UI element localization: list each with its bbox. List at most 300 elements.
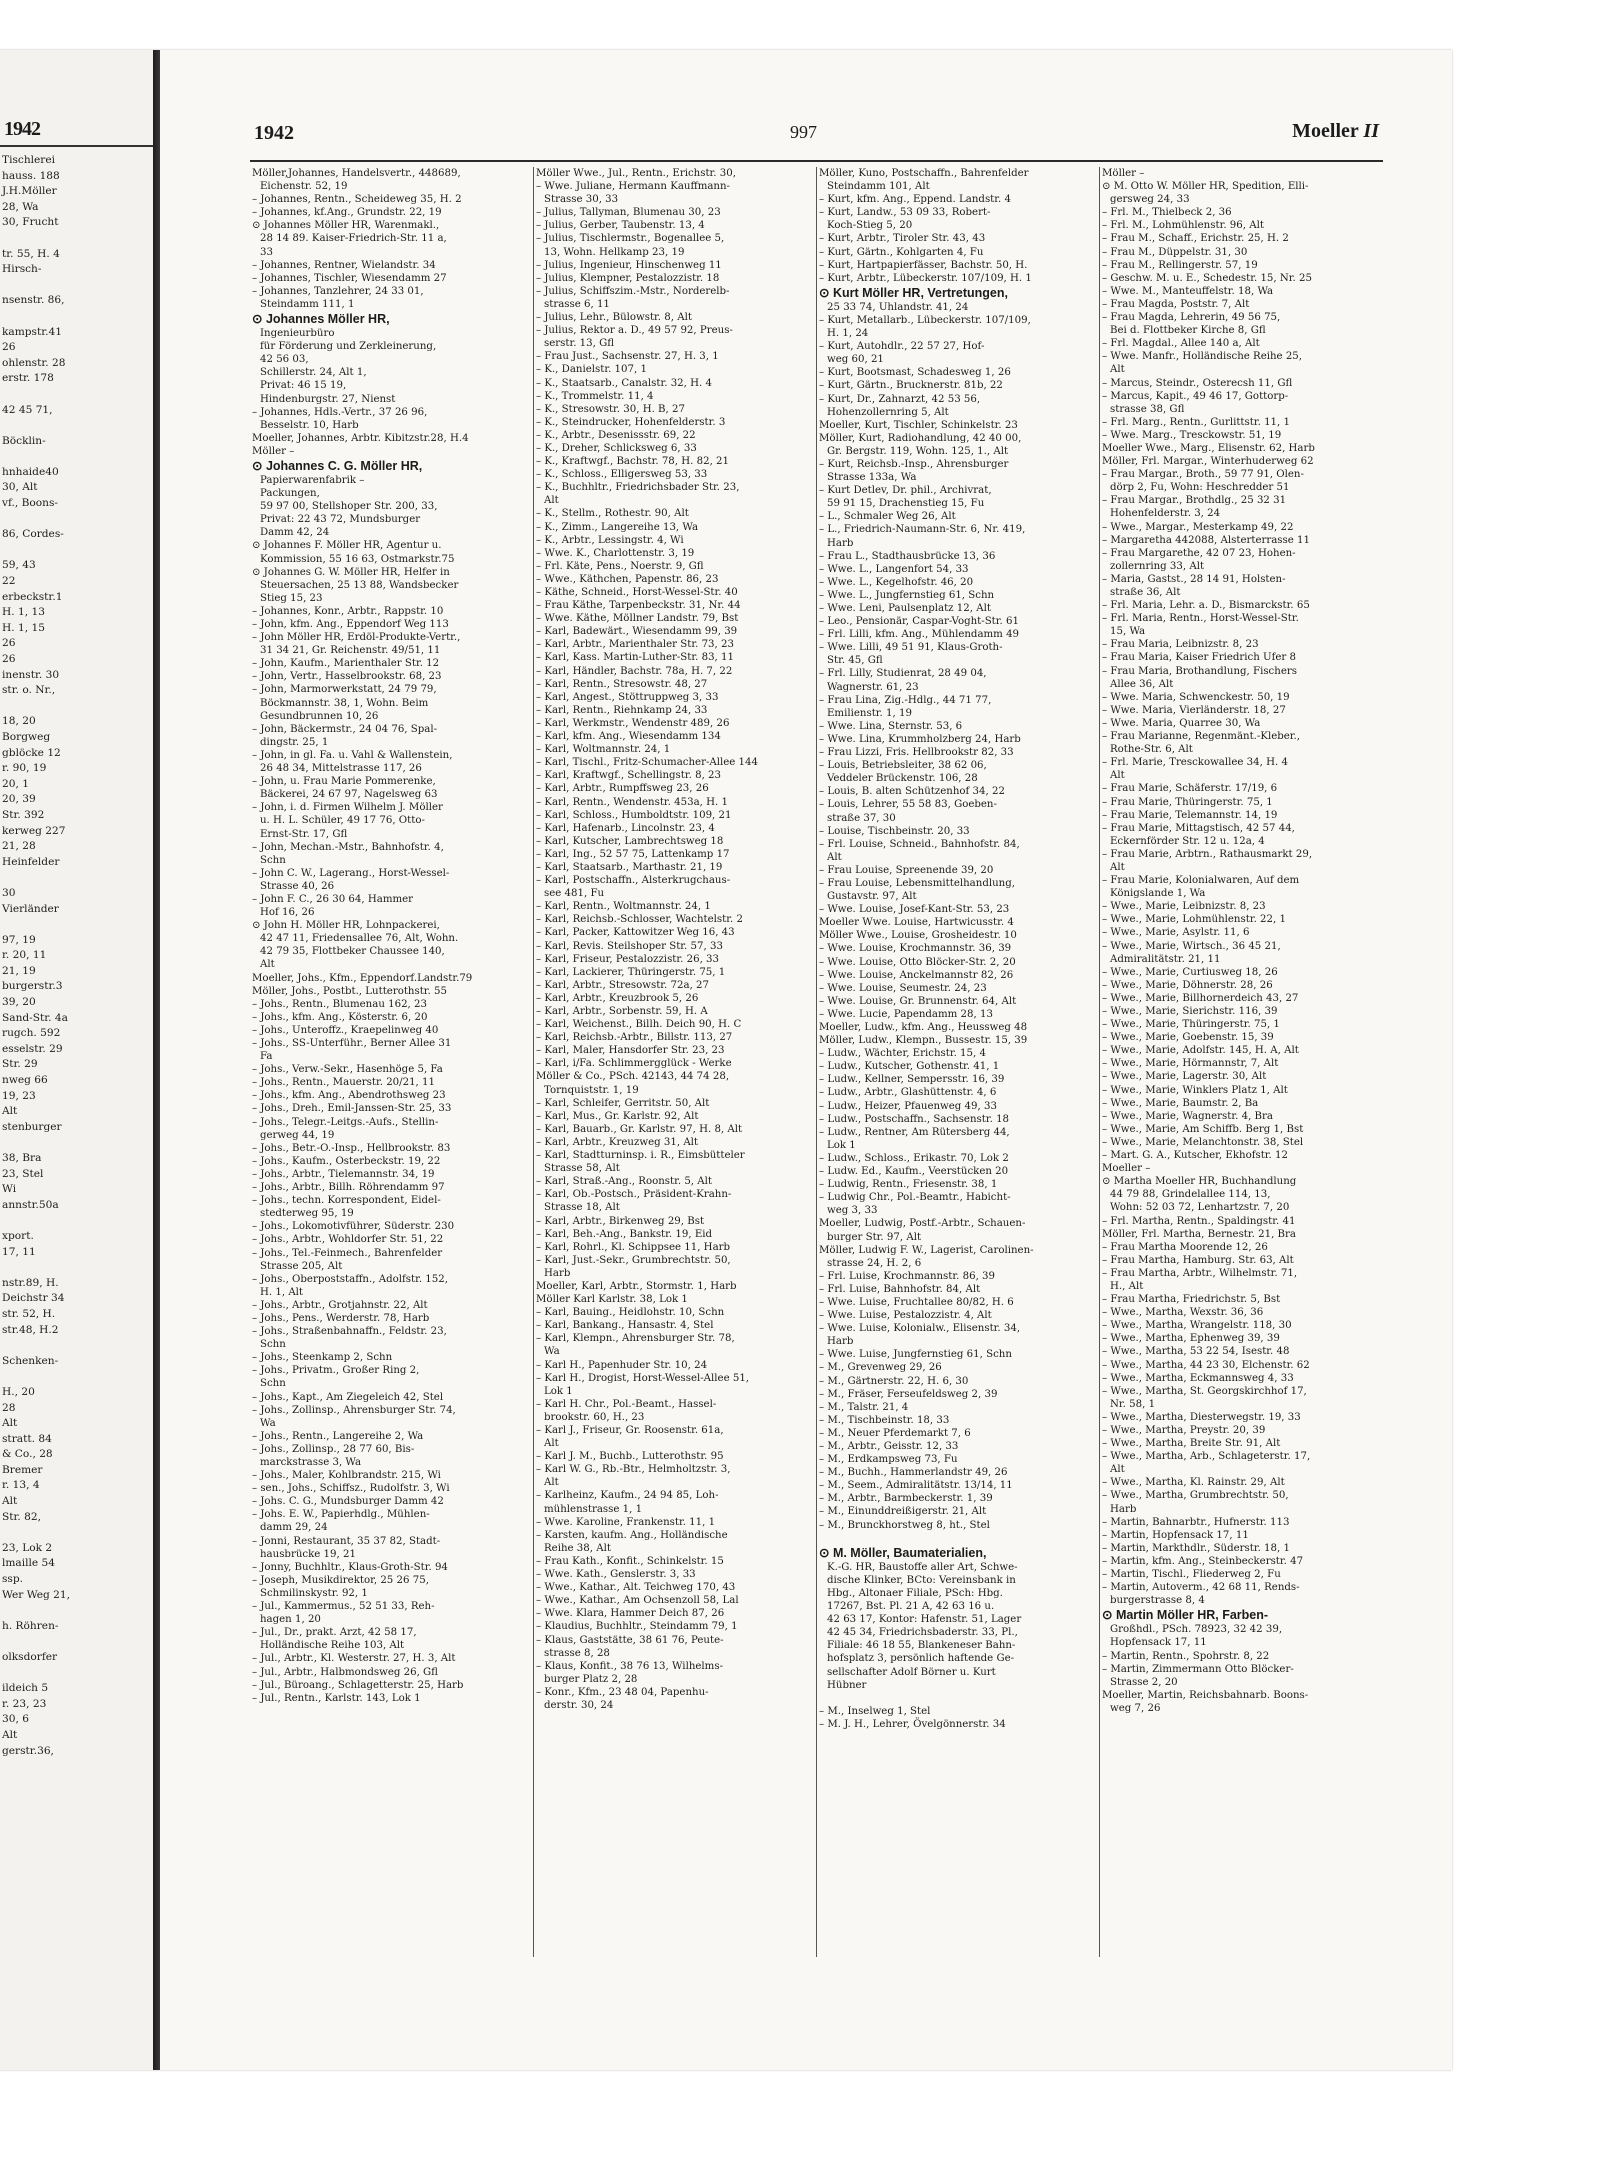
directory-entry: ⊙ Kurt Möller HR, Vertretungen, xyxy=(819,285,1008,300)
directory-entry: – Klaudius, Buchhltr., Steindamm 79, 1 xyxy=(536,1621,738,1633)
directory-entry: – Frl. M., Lohmühlenstr. 96, Alt xyxy=(1102,220,1264,232)
directory-entry: – Karl, Werkmstr., Wendenstr 489, 26 xyxy=(536,717,730,729)
directory-entry: Emilienstr. 1, 19 xyxy=(827,707,912,719)
previous-page-line: 26 xyxy=(2,637,16,650)
previous-page-line: erstr. 178 xyxy=(2,372,54,385)
directory-entry: – Wwe. Louise, Josef-Kant-Str. 53, 23 xyxy=(819,904,1010,916)
directory-entry: – Wwe., Marie, Baumstr. 2, Ba xyxy=(1102,1097,1259,1109)
directory-entry: – John, u. Frau Marie Pommerenke, xyxy=(252,776,436,788)
directory-entry: Besselstr. 10, Harb xyxy=(260,419,359,431)
directory-entry: u. H. L. Schüler, 49 17 76, Otto- xyxy=(260,815,425,827)
directory-entry: weg 7, 26 xyxy=(1110,1702,1161,1714)
directory-entry: – Karl, Rentn., Riehnkamp 24, 33 xyxy=(536,704,708,716)
directory-entry: für Förderung und Zerkleinerung, xyxy=(260,341,437,353)
directory-entry: – Johs., Tel.-Feinmech., Bahrenfelder xyxy=(252,1247,443,1259)
directory-entry: K.-G. HR, Baustoffe aller Art, Schwe- xyxy=(827,1561,1018,1573)
directory-entry: – Martin, Zimmermann Otto Blöcker- xyxy=(1102,1663,1294,1675)
directory-entry: Moeller, Kurt, Tischler, Schinkelstr. 23 xyxy=(819,419,1018,431)
previous-page-line xyxy=(0,278,153,294)
directory-entry: – Frau Maria, Kaiser Friedrich Ufer 8 xyxy=(1102,652,1296,664)
directory-entry: – Wwe., Martha, Wrangelstr. 118, 30 xyxy=(1102,1320,1292,1332)
previous-page-line xyxy=(0,387,153,403)
directory-entry: strasse 38, Gfl xyxy=(1110,403,1185,415)
previous-page-line: nstr.89, H. xyxy=(2,1276,59,1289)
previous-page-line: 86, Cordes- xyxy=(2,528,64,541)
directory-entry: Tornquiststr. 1, 19 xyxy=(544,1084,639,1096)
directory-entry: – Wwe. Maria, Vierländerstr. 18, 27 xyxy=(1102,704,1286,716)
directory-entry: – Karl, Ing., 52 57 75, Lattenkamp 17 xyxy=(536,848,730,860)
directory-entry: 28 14 89. Kaiser-Friedrich-Str. 11 a, xyxy=(260,233,447,245)
previous-page-line: Alt xyxy=(2,1495,18,1508)
directory-entry: ⊙ Johannes F. Möller HR, Agentur u. xyxy=(252,540,442,552)
previous-page-line: Alt xyxy=(2,1417,18,1430)
directory-entry: – Johs., Arbtr., Billh. Röhrendamm 97 xyxy=(252,1182,445,1194)
directory-entry: – K., Trommelstr. 11, 4 xyxy=(536,390,654,402)
directory-entry: – Wwe. Marg., Tresckowstr. 51, 19 xyxy=(1102,429,1282,441)
directory-entry: – Wwe., Martha, 44 23 30, Elchenstr. 62 xyxy=(1102,1359,1310,1371)
directory-entry: Moeller, Martin, Reichsbahnarb. Boons- xyxy=(1102,1689,1309,1701)
directory-entry: – Johs., Betr.-O.-Insp., Hellbrookstr. 83 xyxy=(252,1142,451,1154)
directory-entry: Alt xyxy=(1110,770,1125,782)
directory-entry: Str. 45, Gfl xyxy=(827,655,883,667)
directory-entry: – Klaus, Konfit., 38 76 13, Wilhelms- xyxy=(536,1660,724,1672)
directory-entry: – John, i. d. Firmen Wilhelm J. Möller xyxy=(252,802,443,814)
directory-entry: – Karl, Beh.-Ang., Bankstr. 19, Eid xyxy=(536,1228,713,1240)
directory-entry: – Marcus, Kapit., 49 46 17, Gottorp- xyxy=(1102,390,1289,402)
directory-entry: Wohn: 52 03 72, Lenhartzstr. 7, 20 xyxy=(1110,1202,1290,1214)
directory-entry: – Frau Marie, Thüringerstr. 75, 1 xyxy=(1102,796,1273,808)
directory-entry: – Wwe., Marie, Lagerstr. 30, Alt xyxy=(1102,1071,1267,1083)
previous-page-line: 28, Wa xyxy=(2,200,39,213)
running-head xyxy=(1292,120,1379,143)
directory-entry: – Wwe., Martha, Diesterwegstr. 19, 33 xyxy=(1102,1411,1301,1423)
directory-entry: – Wwe. M., Manteuffelstr. 18, Wa xyxy=(1102,285,1274,297)
directory-entry: Böckmannstr. 38, 1, Wohn. Beim xyxy=(260,697,429,709)
directory-entry: – Frau M., Düppelstr. 31, 30 xyxy=(1102,246,1248,258)
directory-entry: – Wwe., Marie, Leibnizstr. 8, 23 xyxy=(1102,901,1266,913)
directory-entry: – Wwe., Marie, Am Schiffb. Berg 1, Bst xyxy=(1102,1123,1304,1135)
directory-entry: Moeller, Johs., Kfm., Eppendorf.Landstr.79 xyxy=(252,972,473,984)
directory-entry: Hindenburgstr. 27, Nienst xyxy=(260,393,396,405)
previous-page-line: Str. 29 xyxy=(2,1058,38,1071)
directory-entry: Alt xyxy=(260,959,275,971)
directory-entry: H., Alt xyxy=(1110,1280,1144,1292)
directory-entry: – Karl, Schloss., Humboldtstr. 109, 21 xyxy=(536,809,732,821)
directory-entry: Hopfensack 17, 11 xyxy=(1110,1637,1207,1649)
directory-entry: – Wwe. Kath., Genslerstr. 3, 33 xyxy=(536,1569,696,1581)
directory-entry: Möller Karl Karlstr. 38, Lok 1 xyxy=(536,1294,688,1306)
directory-entry: – Frau Marie, Schäferstr. 17/19, 6 xyxy=(1102,783,1278,795)
directory-entry: – Martin, kfm. Ang., Steinbeckerstr. 47 xyxy=(1102,1555,1304,1567)
directory-entry: – M., Einunddreißigerstr. 21, Alt xyxy=(819,1506,987,1518)
previous-page-line: stratt. 84 xyxy=(2,1432,52,1445)
directory-entry: strasse 8, 28 xyxy=(544,1647,610,1659)
previous-page-line: hauss. 188 xyxy=(2,169,60,182)
directory-entry: – Karl J., Friseur, Gr. Roosenstr. 61a, xyxy=(536,1425,724,1436)
directory-entry: – K., Arbtr., Lessingstr. 4, Wi xyxy=(536,534,684,546)
directory-entry: – Karl, Mus., Gr. Karlstr. 92, Alt xyxy=(536,1110,699,1122)
directory-entry: Gustavstr. 97, Alt xyxy=(827,891,917,903)
directory-entry: Wa xyxy=(260,1417,276,1429)
directory-entry: – Karl, Bauing., Heidlohstr. 10, Schn xyxy=(536,1307,725,1319)
directory-entry: – Kurt, Hartpapierfässer, Bachstr. 50, H. xyxy=(819,259,1028,271)
directory-entry: – Karl, Reichsb.-Arbtr., Billstr. 113, 27 xyxy=(536,1032,733,1044)
directory-entry: – Martin, Hopfensack 17, 11 xyxy=(1102,1529,1249,1541)
directory-entry: Nr. 58, 1 xyxy=(1110,1398,1156,1410)
previous-page-line xyxy=(0,1634,153,1650)
directory-entry: hagen 1, 20 xyxy=(260,1614,321,1626)
column-4 xyxy=(1099,167,1370,1957)
directory-entry: Moeller Wwe., Marg., Elisenstr. 62, Harb xyxy=(1102,442,1315,454)
previous-page-line xyxy=(0,418,153,434)
directory-entry: – Kurt, Dr., Zahnarzt, 42 53 56, xyxy=(819,393,981,405)
directory-entry: – Frl. Lilly, Studienrat, 28 49 04, xyxy=(819,668,987,680)
directory-entry: 31 34 21, Gr. Reichenstr. 49/51, 11 xyxy=(260,645,441,657)
directory-entry: – Frl. Luise, Bahnhofstr. 84, Alt xyxy=(819,1283,981,1295)
directory-entry: – Frau Magda, Lehrerin, 49 56 75, xyxy=(1102,312,1281,324)
directory-entry: – Wwe., Marie, Winklers Platz 1, Alt xyxy=(1102,1084,1288,1096)
previous-page-line: 20, 1 xyxy=(2,777,29,790)
directory-entry: – Wwe., Marie, Sierichstr. 116, 39 xyxy=(1102,1006,1278,1017)
directory-entry: – Frau Marie, Mittagstisch, 42 57 44, xyxy=(1102,822,1295,834)
previous-page-line: Str. 392 xyxy=(2,808,45,821)
directory-entry: – John, Vertr., Hasselbrookstr. 68, 23 xyxy=(252,671,442,683)
columns xyxy=(250,167,1383,1957)
directory-entry: – Wwe. Maria, Schwenckestr. 50, 19 xyxy=(1102,691,1290,703)
directory-entry: ⊙ Martha Moeller HR, Buchhandlung xyxy=(1102,1176,1297,1188)
directory-entry: – Marcus, Steindr., Osterecsh 11, Gfl xyxy=(1102,377,1293,389)
directory-entry: Ingenieurbüro xyxy=(260,328,335,340)
directory-entry: Alt xyxy=(1110,1464,1125,1476)
previous-page-line: gerstr.36, xyxy=(2,1744,54,1757)
directory-entry: – Wwe., Marie, Lohmühlenstr. 22, 1 xyxy=(1102,914,1286,926)
directory-entry: – Johannes, Tischler, Wiesendamm 27 xyxy=(252,272,447,284)
directory-entry: dörp 2, Fu, Wohn: Heschredder 51 xyxy=(1110,482,1290,494)
directory-entry: – Frau Louise, Spreenende 39, 20 xyxy=(819,864,994,876)
previous-page-line: Alt xyxy=(2,1728,18,1741)
previous-page-line: str. 52, H. xyxy=(2,1307,56,1320)
directory-entry: Möller, Ludwig F. W., Lagerist, Carolinen- xyxy=(819,1244,1034,1256)
directory-entry: – Karl, Ob.-Postsch., Präsident-Krahn- xyxy=(536,1189,732,1201)
directory-entry: – Frl. Marg., Rentn., Gurlittstr. 11, 1 xyxy=(1102,416,1290,428)
previous-page-line: 59, 43 xyxy=(2,559,36,572)
scanned-sheet xyxy=(0,50,1452,2070)
column-3 xyxy=(816,167,1087,1957)
directory-entry: Möller, Kuno, Postschaffn., Bahrenfelder xyxy=(819,168,1029,179)
directory-entry: Hübner xyxy=(827,1679,867,1691)
previous-page-line: inenstr. 30 xyxy=(2,668,60,681)
directory-entry: – Kurt, Arbtr., Tiroler Str. 43, 43 xyxy=(819,233,986,245)
directory-entry: – Jul., Dr., prakt. Arzt, 42 58 17, xyxy=(252,1627,417,1639)
directory-entry: Moeller Wwe. Louise, Hartwicusstr. 4 xyxy=(819,917,1014,929)
directory-entry: – Wwe., Martha, 53 22 54, Isestr. 48 xyxy=(1102,1346,1290,1358)
directory-entry: 25 33 74, Uhlandstr. 41, 24 xyxy=(827,301,969,313)
directory-entry: – Karl, Postschaffn., Alsterkrugchaus- xyxy=(536,875,731,887)
directory-entry: gersweg 24, 33 xyxy=(1110,194,1190,206)
directory-entry: – Wwe. L., Langenfort 54, 33 xyxy=(819,563,969,575)
directory-entry: Harb xyxy=(827,1336,854,1348)
previous-page-line: 23, Lok 2 xyxy=(2,1541,53,1554)
directory-entry: – Leo., Pensionär, Caspar-Voght-Str. 61 xyxy=(819,616,1019,628)
directory-entry: – Frl. Marie, Tresckowallee 34, H. 4 xyxy=(1102,757,1288,769)
directory-entry: Stieg 15, 23 xyxy=(260,592,323,604)
previous-page-line: hnhaide40 xyxy=(2,465,59,478)
directory-entry: – Ludw. Ed., Kaufm., Veerstücken 20 xyxy=(819,1166,1009,1178)
directory-entry: – Kurt, Gärtn., Brucknerstr. 81b, 22 xyxy=(819,380,1003,392)
directory-entry: Strasse 18, Alt xyxy=(544,1202,620,1214)
directory-entry: – M., Arbtr., Geisstr. 12, 33 xyxy=(819,1441,959,1452)
directory-entry: – Ludw., Kutscher, Gothenstr. 41, 1 xyxy=(819,1061,1000,1073)
directory-entry: zollernring 33, Alt xyxy=(1110,560,1205,572)
directory-entry: – Frau Magda, Poststr. 7, Alt xyxy=(1102,298,1250,310)
directory-entry: – Kurt Detlev, Dr. phil., Archivrat, xyxy=(819,485,992,497)
previous-page-line xyxy=(0,1603,153,1619)
directory-entry: – Johs. E. W., Papierhdlg., Mühlen- xyxy=(252,1509,430,1521)
directory-entry: Damm 42, 24 xyxy=(260,527,330,539)
directory-entry: – Kurt, Arbtr., Lübeckerstr. 107/109, H. 1 xyxy=(819,272,1032,284)
previous-page-line: 19, 23 xyxy=(2,1089,36,1102)
directory-entry: – K., Schloss., Elligersweg 53, 33 xyxy=(536,469,708,481)
directory-entry: – Wwe. Lina, Sternstr. 53, 6 xyxy=(819,720,963,732)
directory-entry: – Kurt, kfm. Ang., Eppend. Landstr. 4 xyxy=(819,194,1011,206)
directory-entry: ⊙ Johannes Möller HR, Warenmakl., xyxy=(252,220,440,232)
directory-entry: – Wwe., Marie, Wirtsch., 36 45 21, xyxy=(1102,940,1281,952)
directory-entry: ⊙ Johannes G. W. Möller HR, Helfer in xyxy=(252,566,450,578)
directory-entry: ⊙ M. Otto W. Möller HR, Spedition, Elli- xyxy=(1102,181,1309,193)
directory-entry: – K., Arbtr., Desenissstr. 69, 22 xyxy=(536,429,696,441)
directory-entry: Königslande 1, Wa xyxy=(1110,888,1206,900)
directory-entry: strasse 6, 11 xyxy=(544,298,610,310)
directory-entry: – Kurt, Gärtn., Kohlgarten 4, Fu xyxy=(819,246,984,258)
directory-entry: – Johannes, Hdls.-Vertr., 37 26 96, xyxy=(252,406,428,418)
directory-entry: H. 1, Alt xyxy=(260,1286,304,1298)
previous-page-line: str. o. Nr., xyxy=(2,684,56,697)
directory-entry: – Wwe. Juliane, Hermann Kauffmann- xyxy=(536,181,730,193)
previous-page-line xyxy=(0,231,153,247)
previous-page-line xyxy=(0,449,153,465)
directory-entry: – M., Erdkampsweg 73, Fu xyxy=(819,1454,958,1466)
directory-entry: – Ludw., Kellner, Sempersstr. 16, 39 xyxy=(819,1074,1005,1086)
directory-entry: Bei d. Flottbeker Kirche 8, Gfl xyxy=(1110,325,1266,337)
directory-entry: – Frau Maria, Leibnizstr. 8, 23 xyxy=(1102,639,1259,651)
directory-entry: – Johs., Lokomotivführer, Süderstr. 230 xyxy=(252,1221,455,1233)
directory-entry: – Karl, Klempn., Ahrensburger Str. 78, xyxy=(536,1333,735,1345)
directory-entry: stedterweg 95, 19 xyxy=(260,1208,354,1220)
previous-page-line: kerweg 227 xyxy=(2,824,66,837)
directory-entry: – John, in gl. Fa. u. Vahl & Wallenstein, xyxy=(252,749,453,761)
directory-entry: Schn xyxy=(260,1378,286,1390)
previous-page-line: erbeckstr.1 xyxy=(2,590,63,603)
previous-page-line: Bremer xyxy=(2,1463,43,1476)
directory-entry: – Wwe., Martha, Breite Str. 91, Alt xyxy=(1102,1438,1281,1450)
directory-entry: – Ludw., Rentner, Am Rütersberg 44, xyxy=(819,1126,1010,1138)
directory-entry: hausbrücke 19, 21 xyxy=(260,1548,356,1560)
directory-entry: Allee 36, Alt xyxy=(1110,678,1174,690)
directory-entry: – Wwe., Marie, Asylstr. 11, 6 xyxy=(1102,927,1250,939)
directory-entry: – Wwe., Martha, Eckmannsweg 4, 33 xyxy=(1102,1372,1294,1384)
previous-page-line: Hirsch- xyxy=(2,263,42,276)
directory-entry: – M., Neuer Pferdemarkt 7, 6 xyxy=(819,1427,971,1439)
directory-entry: – Karl, Arbtr., Sorbenstr. 59, H. A xyxy=(536,1006,708,1017)
directory-entry: – Karlheinz, Kaufm., 24 94 85, Loh- xyxy=(536,1490,719,1502)
directory-entry: 17267, Bst. Pl. 21 A, 42 63 16 u. xyxy=(827,1601,995,1613)
directory-entry: – Frau Martha Moorende 12, 26 xyxy=(1102,1241,1268,1253)
previous-page-lines xyxy=(0,153,153,1759)
directory-entry: – Johs., Arbtr., Grotjahnstr. 22, Alt xyxy=(252,1299,428,1311)
directory-entry: burger Str. 97, Alt xyxy=(827,1231,922,1243)
directory-entry: – Wwe. Klara, Hammer Deich 87, 26 xyxy=(536,1608,725,1620)
directory-entry: – Kurt, Bootsmast, Schadesweg 1, 26 xyxy=(819,367,1011,379)
directory-entry: – Johannes, Konr., Arbtr., Rappstr. 10 xyxy=(252,605,444,617)
directory-entry: Eckernförder Str. 12 u. 12a, 4 xyxy=(1110,835,1265,847)
directory-entry: – Frl. Martha, Rentn., Spaldingstr. 41 xyxy=(1102,1215,1296,1227)
directory-entry: – Wwe., Martha, Wexstr. 36, 36 xyxy=(1102,1307,1264,1319)
directory-entry: – Johs., Straßenbahnaffn., Feldstr. 23, xyxy=(252,1326,447,1338)
directory-entry: H. 1, 24 xyxy=(827,328,869,340)
directory-entry: – Frau Lina, Zig.-Hdlg., 44 71 77, xyxy=(819,694,992,706)
previous-page-line: h. Röhren- xyxy=(2,1619,59,1632)
directory-entry: – M., Brunckhorstweg 8, ht., Stel xyxy=(819,1519,990,1531)
previous-page-line: Sand-Str. 4a xyxy=(2,1011,68,1024)
previous-page-line: Alt xyxy=(2,1105,18,1118)
directory-entry: Ernst-Str. 17, Gfl xyxy=(260,828,348,840)
directory-entry: – Karl, Rentn., Woltmannstr. 24, 1 xyxy=(536,901,711,913)
directory-entry: Veddeler Brückenstr. 106, 28 xyxy=(827,773,978,785)
directory-entry: weg 3, 33 xyxy=(827,1205,878,1217)
previous-page-line: rugch. 592 xyxy=(2,1027,61,1040)
directory-entry: Fa xyxy=(260,1051,273,1063)
directory-entry: – Margaretha 442088, Alsterterrasse 11 xyxy=(1102,534,1310,546)
directory-entry: Eichenstr. 52, 19 xyxy=(260,181,348,193)
directory-page xyxy=(220,50,1388,2070)
directory-entry: Strasse 205, Alt xyxy=(260,1260,343,1272)
previous-page-line xyxy=(0,1525,153,1541)
directory-entry: – Frau Marianne, Regenmänt.-Kleber., xyxy=(1102,731,1301,743)
previous-page-line xyxy=(0,309,153,325)
directory-entry: Steindamm 111, 1 xyxy=(260,298,355,310)
previous-page-line: 30 xyxy=(2,886,16,899)
directory-entry: – Johannes, Tanzlehrer, 24 33 01, xyxy=(252,285,424,297)
directory-entry: – Jul., Kammermus., 52 51 33, Reh- xyxy=(252,1601,435,1613)
directory-entry: – Wwe., Marie, Billhornerdeich 43, 27 xyxy=(1102,992,1299,1004)
previous-page-line: 39, 20 xyxy=(2,996,36,1009)
directory-entry: – Frau M., Schaff., Erichstr. 25, H. 2 xyxy=(1102,233,1289,245)
directory-entry: 13, Wohn. Hellkamp 23, 19 xyxy=(544,246,685,258)
directory-entry: Schn xyxy=(260,1339,286,1351)
directory-entry: – Wwe., Martha, Grumbrechtstr. 50, xyxy=(1102,1490,1289,1502)
directory-entry: – Karl, Lackierer, Thüringerstr. 75, 1 xyxy=(536,966,726,978)
directory-entry: – Louis, B. alten Schützenhof 34, 22 xyxy=(819,786,1005,798)
directory-entry: – Kurt, Reichsb.-Insp., Ahrensburger xyxy=(819,458,1009,470)
previous-page-line: 38, Bra xyxy=(2,1152,42,1164)
previous-page-line: esselstr. 29 xyxy=(2,1042,63,1055)
directory-entry: – Frau Margar., Brothdlg., 25 32 31 xyxy=(1102,495,1287,507)
directory-entry: – K., Buchhltr., Friedrichsbader Str. 23, xyxy=(536,482,740,494)
directory-entry: – Frl. Louise, Schneid., Bahnhofstr. 84, xyxy=(819,838,1020,850)
directory-entry: – K., Zimm., Langereihe 13, Wa xyxy=(536,521,699,533)
directory-entry: ⊙ Martin Möller HR, Farben- xyxy=(1102,1608,1269,1623)
previous-page-line: annstr.50a xyxy=(2,1198,59,1211)
directory-entry: Möller, Johs., Postbt., Lutterothstr. 55 xyxy=(252,985,447,997)
directory-entry: – Karl, Händler, Bachstr. 78a, H. 7, 22 xyxy=(536,665,733,677)
directory-entry: – Wwe., Marie, Goebenstr. 15, 39 xyxy=(1102,1032,1274,1044)
directory-entry: 42 45 34, Friedrichsbaderstr. 33, Pl., xyxy=(827,1627,1018,1639)
directory-entry: Rothe-Str. 6, Alt xyxy=(1110,744,1193,756)
directory-entry: – Wwe., Marie, Hörmannstr, 7, Alt xyxy=(1102,1058,1279,1070)
directory-entry: – Wwe., Marie, Adolfstr. 145, H. A, Alt xyxy=(1102,1045,1299,1057)
directory-entry: – L., Friedrich-Naumann-Str. 6, Nr. 419, xyxy=(819,524,1026,536)
directory-entry: – Wwe., Martha, St. Georgskirchhof 17, xyxy=(1102,1385,1307,1397)
directory-entry: – K., Stellm., Rothestr. 90, Alt xyxy=(536,508,689,520)
previous-page-year: 1942 xyxy=(4,118,40,140)
page-number: 997 xyxy=(790,122,817,142)
directory-entry: – Frau Käthe, Tarpenbeckstr. 31, Nr. 44 xyxy=(536,600,741,612)
directory-entry: dische Klinker, BCto: Vereinsbank in xyxy=(827,1574,1016,1586)
directory-entry: – Johs., Rentn., Blumenau 162, 23 xyxy=(252,998,427,1010)
directory-entry: – M., Inselweg 1, Stel xyxy=(819,1705,931,1717)
directory-entry: Hohenzollernring 5, Alt xyxy=(827,406,949,418)
previous-page-line: 30, Frucht xyxy=(2,216,59,229)
directory-entry: Moeller, Karl, Arbtr., Stormstr. 1, Harb xyxy=(536,1280,737,1292)
directory-entry: – Ludw., Arbtr., Glashüttenstr. 4, 6 xyxy=(819,1087,997,1099)
directory-entry: – Karl, Bauarb., Gr. Karlstr. 97, H. 8, Alt xyxy=(536,1123,743,1135)
directory-entry: – Johannes, Rentn., Scheideweg 35, H. 2 xyxy=(252,194,462,206)
directory-entry: – Wwe. L., Kegelhofstr. 46, 20 xyxy=(819,576,974,588)
directory-entry: – Karl, Arbtr., Stresowstr. 72a, 27 xyxy=(536,979,710,991)
page-year: 1942 xyxy=(254,122,294,144)
directory-entry: – Johs., Arbtr., Tielemannstr. 34, 19 xyxy=(252,1168,435,1180)
book-gutter xyxy=(153,50,160,2070)
directory-entry: – Wwe., Kathar., Alt. Teichweg 170, 43 xyxy=(536,1582,736,1594)
previous-page-line: r. 20, 11 xyxy=(2,949,47,962)
previous-page-line: olksdorfer xyxy=(2,1651,58,1663)
directory-entry: damm 29, 24 xyxy=(260,1522,328,1534)
previous-page-line: 26 xyxy=(2,653,16,665)
directory-entry: – Karl H., Drogist, Horst-Wessel-Allee 51, xyxy=(536,1372,750,1384)
directory-entry: – Johs. C. G., Mundsburger Damm 42 xyxy=(252,1496,444,1508)
directory-entry: Moeller, Ludwig, Postf.-Arbtr., Schauen- xyxy=(819,1218,1026,1230)
directory-entry: – Jonni, Restaurant, 35 37 82, Stadt- xyxy=(252,1535,441,1547)
directory-entry: – Johs., SS-Unterführ., Berner Allee 31 xyxy=(252,1038,452,1049)
directory-entry: Alt xyxy=(544,495,559,507)
previous-page-line: str.48, H.2 xyxy=(2,1323,59,1336)
directory-entry: hofsplatz 3, persönlich haftende Ge- xyxy=(827,1653,1015,1665)
previous-page-line: stenburger xyxy=(2,1120,62,1133)
directory-entry: – Karl, Arbtr., Kreuzweg 31, Alt xyxy=(536,1136,699,1148)
directory-entry: weg 60, 21 xyxy=(827,354,884,366)
directory-entry: 42 56 03, xyxy=(260,354,309,366)
directory-entry: – John Möller HR, Erdöl-Produkte-Vertr., xyxy=(252,632,461,644)
directory-entry: – Johs., Zollinsp., 28 77 60, Bis- xyxy=(252,1443,415,1455)
directory-entry: – Wwe., Käthchen, Papenstr. 86, 23 xyxy=(536,573,719,585)
previous-page-line: ohlenstr. 28 xyxy=(2,356,66,369)
directory-entry: – Wwe. Manfr., Holländische Reihe 25, xyxy=(1102,351,1303,363)
previous-page-line xyxy=(0,870,153,886)
directory-entry: – Frl. Magdal., Allee 140 a, Alt xyxy=(1102,338,1260,350)
directory-entry: – M., Buchh., Hammerlandstr 49, 26 xyxy=(819,1467,1008,1479)
directory-entry: – Wwe. Luise, Kolonialw., Elisenstr. 34, xyxy=(819,1323,1021,1335)
directory-entry: – Julius, Rektor a. D., 49 57 92, Preus- xyxy=(536,325,733,337)
directory-entry: – Karsten, kaufm. Ang., Holländische xyxy=(536,1529,728,1541)
directory-entry: straße 37, 30 xyxy=(827,812,896,824)
directory-entry: Filiale: 46 18 55, Blankeneser Bahn- xyxy=(827,1640,1016,1652)
directory-entry: – John, kfm. Ang., Eppendorf Weg 113 xyxy=(252,619,449,630)
running-name: Moeller xyxy=(1292,120,1359,142)
directory-entry: – Johs., Verw.-Sekr., Hasenhöge 5, Fa xyxy=(252,1064,443,1076)
previous-page-line: xport. xyxy=(2,1229,34,1242)
directory-entry: Hohenfelderstr. 3, 24 xyxy=(1110,508,1221,520)
previous-page-line: Heinfelder xyxy=(2,855,60,868)
